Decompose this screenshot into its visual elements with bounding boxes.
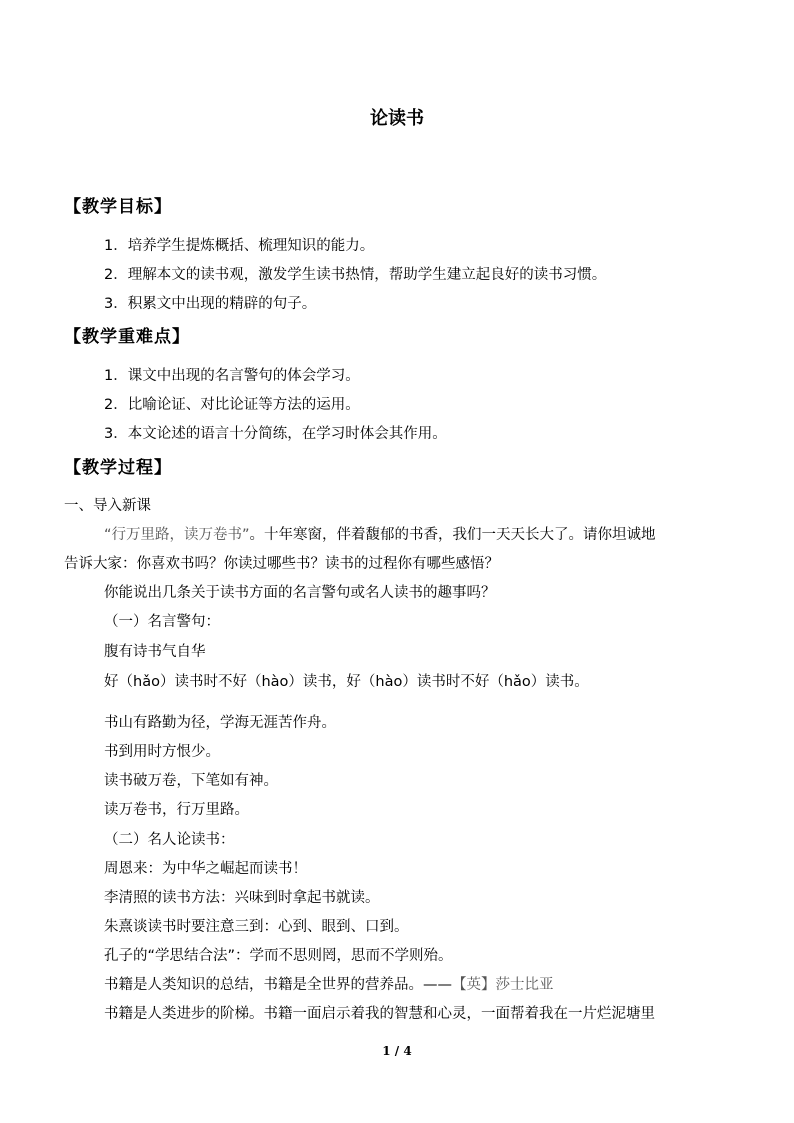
quote-span: “行万里路，读万卷书” bbox=[104, 527, 250, 543]
section-heading-keypoints: 【教学重难点】 bbox=[64, 327, 190, 347]
famous-item: 李清照的读书方法：兴味到时拿起书就读。 bbox=[104, 890, 380, 906]
page-number: 1 / 4 bbox=[382, 1044, 412, 1058]
famous-item: 周恩来：为中华之崛起而读书！ bbox=[104, 861, 307, 877]
shakespeare-attribution: 【英】莎士比亚 bbox=[452, 977, 554, 993]
goal-item-1: 1．培养学生提炼概括、梳理知识的能力。 bbox=[104, 238, 375, 254]
subheading-sayings: （一）名言警句： bbox=[104, 614, 220, 630]
last-line: 书籍是人类进步的阶梯。书籍一面启示着我的智慧和心灵，一面帮着我在一片烂泥塘里 bbox=[104, 1006, 655, 1022]
saying-item: 读万卷书，行万里路。 bbox=[104, 802, 249, 818]
paragraph-intro-line1 bbox=[104, 523, 656, 544]
saying-item: 书山有路勤为径，学海无涯苦作舟。 bbox=[104, 715, 336, 731]
page-title: 论读书 bbox=[370, 108, 424, 129]
goal-item-3: 3．积累文中出现的精辟的句子。 bbox=[104, 296, 317, 312]
shakespeare-quote-text: 书籍是人类知识的总结，书籍是全世界的营养品。—— bbox=[104, 977, 452, 993]
paragraph-question: 你能说出几条关于读书方面的名言警句或名人读书的趣事吗？ bbox=[104, 585, 496, 601]
subheading-intro: 一、导入新课 bbox=[64, 498, 151, 514]
saying-item: 读书破万卷，下笔如有神。 bbox=[104, 773, 278, 789]
paragraph-intro-rest: 。十年寒窗，伴着馥郁的书香，我们一天天长大了。请你坦诚地 bbox=[249, 527, 656, 543]
famous-item: 孔子的“学思结合法”：学而不思则罔，思而不学则殆。 bbox=[104, 948, 453, 964]
keypoint-item-1: 1．课文中出现的名言警句的体会学习。 bbox=[104, 368, 360, 384]
keypoint-item-3: 3．本文论述的语言十分简练，在学习时体会其作用。 bbox=[104, 426, 447, 442]
section-heading-goals: 【教学目标】 bbox=[64, 197, 172, 217]
keypoint-item-2: 2．比喻论证、对比论证等方法的运用。 bbox=[104, 397, 360, 413]
subheading-famous: （二）名人论读书： bbox=[104, 832, 235, 848]
shakespeare-quote bbox=[104, 973, 554, 994]
saying-item: 腹有诗书气自华 bbox=[104, 644, 206, 660]
famous-item: 朱熹谈读书时要注意三到：心到、眼到、口到。 bbox=[104, 919, 409, 935]
saying-item: 好（hǎo）读书时不好（hào）读书，好（hào）读书时不好（hǎo）读书。 bbox=[104, 674, 589, 690]
saying-item: 书到用时方恨少。 bbox=[104, 744, 220, 760]
section-heading-process: 【教学过程】 bbox=[64, 458, 172, 478]
paragraph-intro-line2: 告诉大家：你喜欢书吗？你读过哪些书？读书的过程你有哪些感悟？ bbox=[64, 556, 499, 572]
goal-item-2: 2．理解本文的读书观，激发学生读书热情，帮助学生建立起良好的读书习惯。 bbox=[104, 267, 607, 283]
